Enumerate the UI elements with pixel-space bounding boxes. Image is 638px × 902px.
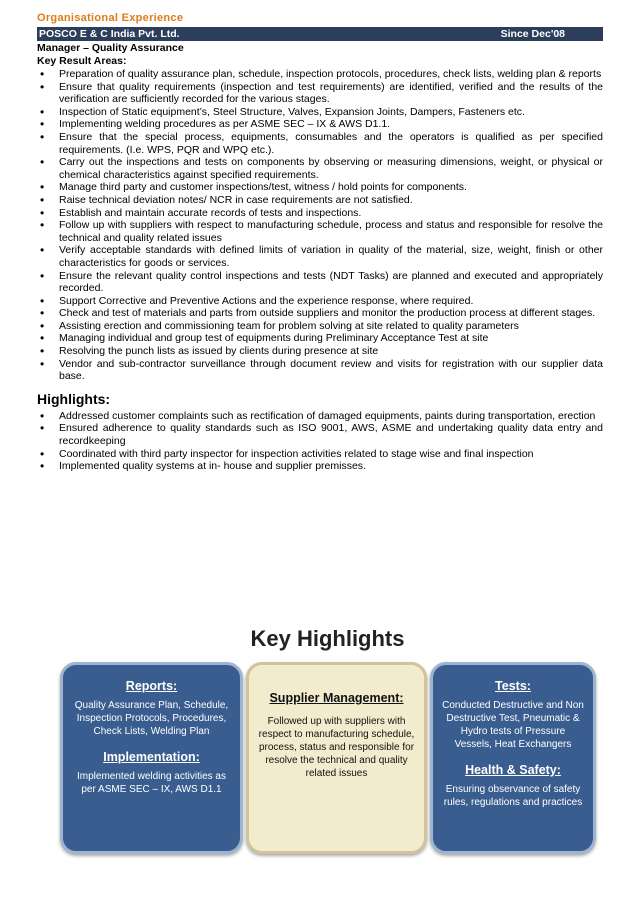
company-bar <box>37 27 603 41</box>
key-highlights-graphic <box>60 618 595 848</box>
reports-text: Quality Assurance Plan, Schedule, Inspection Protocols, Procedures, Check Lists, Welding Plan <box>74 700 229 737</box>
highlights-list <box>37 410 603 473</box>
resume-page <box>37 0 603 473</box>
kra-item: • Carry out the inspections and tests on components by observing or measuring dimensions, weight, or physical or chemical characteristics against specified requirements. <box>37 156 603 181</box>
kra-item: • Raise technical deviation notes/ NCR in case requirements are not satisfied. <box>37 194 603 207</box>
panel-tests <box>430 662 596 854</box>
role-title: Manager – Quality Assurance <box>37 42 184 54</box>
highlight-item: • Ensured adherence to quality standards such as ISO 9001, AWS, ASME and undertaking quality data entry and recordkeeping <box>37 422 603 447</box>
tests-text: Conducted Destructive and Non Destructive Test, Pneumatic & Hydro tests of Pressure Vessels, Heat Exchangers <box>442 700 584 750</box>
kra-item: • Ensure that the special process, equipments, consumables and the operators is qualified as per specified requirements. (I.e. WPS, PQR and WPQ etc.). <box>37 131 603 156</box>
kra-item: • Preparation of quality assurance plan, schedule, inspection protocols, procedures, check lists, welding plan & reports <box>37 68 603 81</box>
section-title: Organisational Experience <box>37 12 184 24</box>
kra-item: • Verify acceptable standards with defined limits of variation in quality of the material, size, weight, finish or other characteristics for goods or services. <box>37 244 603 269</box>
implementation-text: Implemented welding activities as per ASME SEC – IX, AWS D1.1 <box>77 771 226 795</box>
implementation-heading: Implementation: <box>103 750 200 764</box>
kra-item: • Managing individual and group test of equipments during Preliminary Acceptance Test at site <box>37 332 603 345</box>
kra-item: • Inspection of Static equipment’s, Steel Structure, Valves, Expansion Joints, Dampers, Fasteners etc. <box>37 106 603 119</box>
company-since: Since Dec'08 <box>500 28 565 40</box>
kra-item: • Support Corrective and Preventive Actions and the experience response, where required. <box>37 295 603 308</box>
supplier-text: Followed up with suppliers with respect to manufacturing schedule, process, status and responsible for resolve the technical and quality related issues <box>258 716 415 779</box>
kra-item: • Follow up with suppliers with respect to manufacturing schedule, process and status and responsible for resolve the technical and quality related issues <box>37 219 603 244</box>
kra-item: • Ensure that quality requirements (inspection and test requirements) are identified, verified and the results of the verification are sufficiently recorded for the various stages. <box>37 81 603 106</box>
highlight-item: • Addressed customer complaints such as rectification of damaged equipments, paints during transportation, erection <box>37 410 603 423</box>
health-heading: Health & Safety: <box>465 763 561 777</box>
health-text: Ensuring observance of safety rules, regulations and practices <box>443 784 583 808</box>
reports-heading: Reports: <box>125 679 178 693</box>
highlight-item: • Coordinated with third party inspector for inspection activities related to stage wise and final inspection <box>37 448 603 461</box>
company-name: POSCO E & C India Pvt. Ltd. <box>39 28 180 40</box>
kra-heading: Key Result Areas: <box>37 55 127 67</box>
kra-item: • Ensure the relevant quality control inspections and tests (NDT Tasks) are planned and executed and appropriately recorded. <box>37 270 603 295</box>
key-highlights-title: Key Highlights <box>250 626 405 651</box>
tests-heading: Tests: <box>495 679 531 693</box>
supplier-heading: Supplier Management: <box>269 691 404 705</box>
kra-item: • Vendor and sub-contractor surveillance through document review and visits for registration with our supplier data base. <box>37 358 603 383</box>
highlights-heading: Highlights: <box>37 390 111 407</box>
highlight-item: • Implemented quality systems at in- house and supplier premisses. <box>37 460 603 473</box>
panel-supplier <box>246 662 427 854</box>
kra-item: • Assisting erection and commissioning team for problem solving at site related to quality parameters <box>37 320 603 333</box>
kra-list <box>37 68 603 383</box>
kra-item: • Check and test of materials and parts from outside suppliers and monitor the production process at different stages. <box>37 307 603 320</box>
panel-reports <box>60 662 243 854</box>
kra-item: • Establish and maintain accurate records of tests and inspections. <box>37 207 603 220</box>
kra-item: • Resolving the punch lists as issued by clients during presence at site <box>37 345 603 358</box>
kra-item: • Implementing welding procedures as per ASME SEC – IX & AWS D1.1. <box>37 118 603 131</box>
kra-item: • Manage third party and customer inspections/test, witness / hold points for components. <box>37 181 603 194</box>
